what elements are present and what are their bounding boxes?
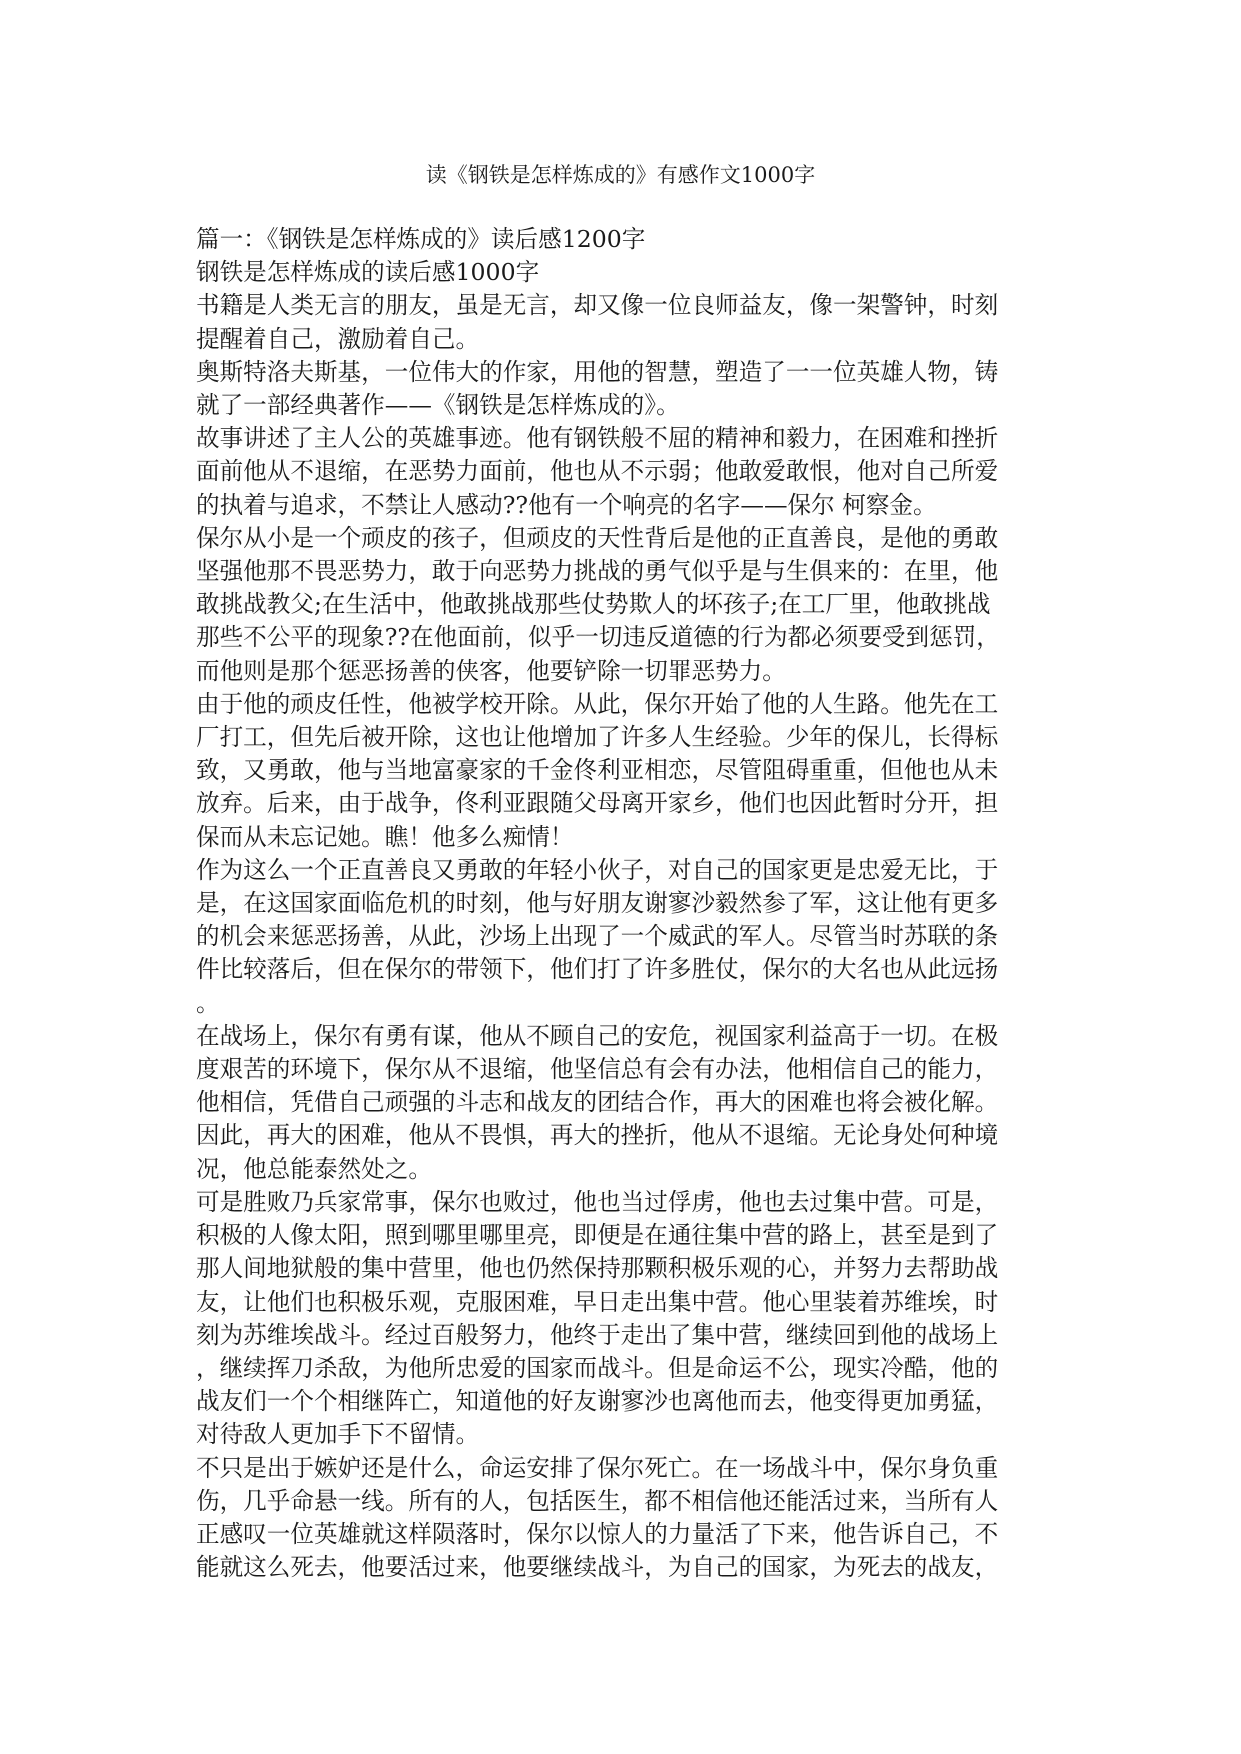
body-line: 刻为苏维埃战斗。经过百般努力，他终于走出了集中营，继续回到他的战场上 [196, 1320, 999, 1349]
document-body [196, 223, 1048, 1584]
body-line: 故事讲述了主人公的英雄事迹。他有钢铁般不屈的精神和毅力，在困难和挫折 [196, 424, 999, 453]
body-line: 坚强他那不畏恶势力，敢于向恶势力挑战的勇气似乎是与生俱来的：在里，他 [196, 557, 999, 586]
body-line: 敢挑战教父;在生活中，他敢挑战那些仗势欺人的坏孩子;在工厂里，他敢挑战 [196, 590, 991, 619]
body-line: 况，他总能泰然处之。 [196, 1154, 432, 1183]
body-line: 伤，几乎命悬一线。所有的人，包括医生，都不相信他还能活过来，当所有人 [196, 1486, 999, 1515]
body-line: 能就这么死去，他要活过来，他要继续战斗，为自己的国家，为死去的战友， [196, 1553, 999, 1582]
body-line: 篇一：《钢铁是怎样炼成的》读后感1200字 [196, 225, 646, 253]
body-line: 就了一部经典著作——《钢铁是怎样炼成的》。 [196, 391, 680, 420]
body-line: 度艰苦的环境下，保尔从不退缩，他坚信总有会有办法，他相信自己的能力， [196, 1055, 999, 1084]
body-line: 提醒着自己，激励着自己。 [196, 324, 480, 353]
body-line: 正感叹一位英雄就这样陨落时，保尔以惊人的力量活了下来，他告诉自己，不 [196, 1519, 999, 1548]
body-line: 不只是出于嫉妒还是什么，命运安排了保尔死亡。在一场战斗中，保尔身负重 [196, 1453, 999, 1482]
body-line: 积极的人像太阳，照到哪里哪里亮，即便是在通往集中营的路上，甚至是到了 [196, 1221, 999, 1250]
body-line: 保而从未忘记她。瞧！他多么痴情！ [196, 822, 574, 851]
body-line: 的执着与追求，不禁让人感动??他有一个响亮的名字——保尔 柯察金。 [196, 490, 937, 519]
body-line: 因此，再大的困难，他从不畏惧，再大的挫折，他从不退缩。无论身处何种境 [196, 1121, 999, 1150]
body-line: 对待敌人更加手下不留情。 [196, 1420, 480, 1449]
body-line: 奥斯特洛夫斯基，一位伟大的作家，用他的智慧，塑造了一一位英雄人物，铸 [196, 357, 999, 386]
body-line: 致，又勇敢，他与当地富豪家的千金佟利亚相恋，尽管阻碍重重，但他也从未 [196, 756, 999, 785]
body-line: 面前他从不退缩，在恶势力面前，他也从不示弱；他敢爱敢恨，他对自己所爱 [196, 457, 999, 486]
body-line: 可是胜败乃兵家常事，保尔也败过，他也当过俘虏，他也去过集中营。可是， [196, 1187, 999, 1216]
body-line: 由于他的顽皮任性，他被学校开除。从此，保尔开始了他的人生路。他先在工 [196, 689, 999, 718]
body-line: 作为这么一个正直善良又勇敢的年轻小伙子，对自己的国家更是忠爱无比，于 [196, 855, 999, 884]
body-line: 保尔从小是一个顽皮的孩子，但顽皮的天性背后是他的正直善良，是他的勇敢 [196, 523, 999, 552]
body-line: 而他则是那个惩恶扬善的侠客，他要铲除一切罪恶势力。 [196, 656, 786, 685]
body-line: 件比较落后，但在保尔的带领下，他们打了许多胜仗，保尔的大名也从此远扬 [196, 955, 999, 984]
body-line: 书籍是人类无言的朋友，虽是无言，却又像一位良师益友，像一架警钟，时刻 [196, 291, 999, 320]
body-line: 友，让他们也积极乐观，克服困难，早日走出集中营。他心里装着苏维埃，时 [196, 1287, 999, 1316]
body-line: 他相信，凭借自己顽强的斗志和战友的团结合作，再大的困难也将会被化解。 [196, 1088, 999, 1117]
body-line: 厂打工，但先后被开除，这也让他增加了许多人生经验。少年的保儿，长得标 [196, 723, 999, 752]
body-line: 放弃。后来，由于战争，佟利亚跟随父母离开家乡，他们也因此暂时分开，担 [196, 789, 999, 818]
body-line: 那人间地狱般的集中营里，他也仍然保持那颗积极乐观的心，并努力去帮助战 [196, 1254, 999, 1283]
body-line: 钢铁是怎样炼成的读后感1000字 [196, 258, 540, 287]
body-line: 是，在这国家面临危机的时刻，他与好朋友谢寥沙毅然参了军，这让他有更多 [196, 889, 999, 918]
document-title: 读《钢铁是怎样炼成的》有感作文1000字 [425, 163, 816, 187]
body-line: 。 [196, 988, 220, 1017]
body-line: 在战场上，保尔有勇有谋，他从不顾自己的安危，视国家利益高于一切。在极 [196, 1021, 999, 1050]
body-line: 的机会来惩恶扬善，从此，沙场上出现了一个威武的军人。尽管当时苏联的条 [196, 922, 999, 951]
body-line: 那些不公平的现象??在他面前，似乎一切违反道德的行为都必须要受到惩罚， [196, 623, 1000, 652]
body-line: ，继续挥刀杀敌，为他所忠爱的国家而战斗。但是命运不公，现实冷酷，他的 [196, 1353, 999, 1382]
body-line: 战友们一个个相继阵亡，知道他的好友谢寥沙也离他而去，他变得更加勇猛， [196, 1387, 999, 1416]
